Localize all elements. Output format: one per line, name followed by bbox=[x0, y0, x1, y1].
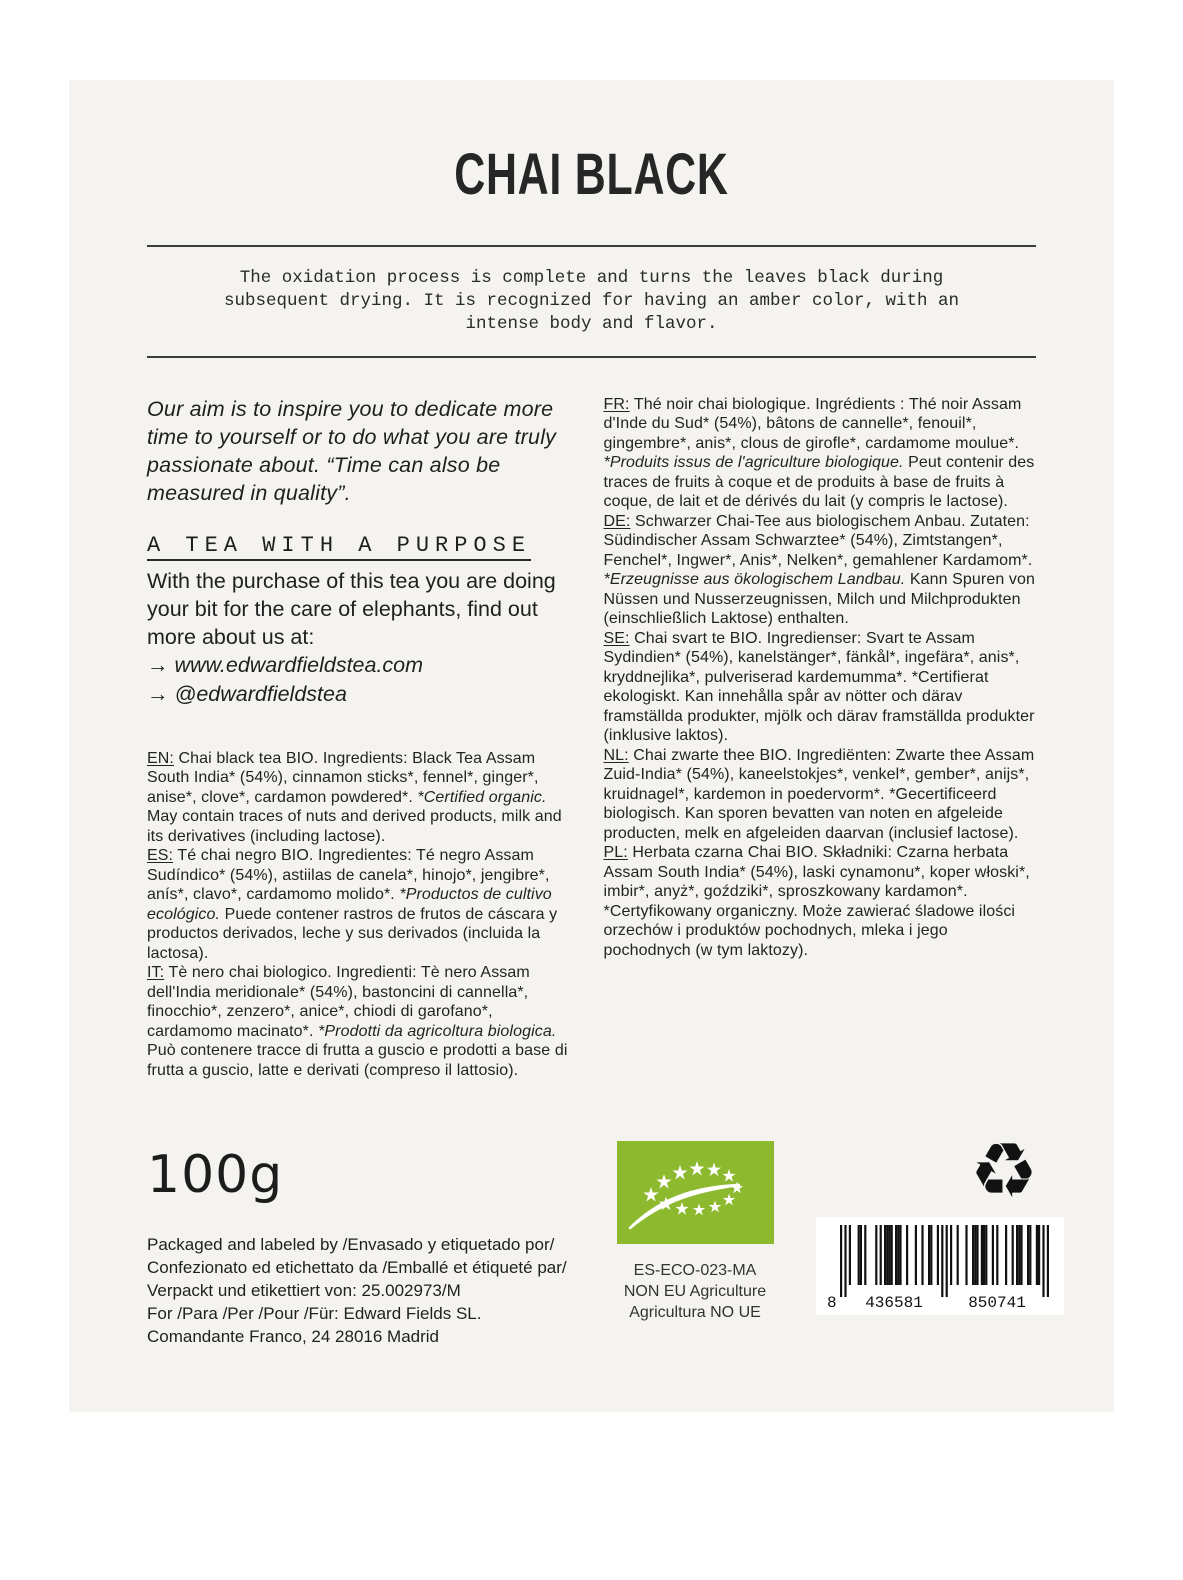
ingredients-right bbox=[604, 395, 1037, 961]
arrow-icon: → bbox=[147, 652, 169, 677]
tea-label-back bbox=[69, 80, 1114, 1412]
packaging-line: Verpackt und etikettiert von: 25.002973/M bbox=[147, 1281, 461, 1301]
product-description: The oxidation process is complete and turns the leaves black during subsequent drying. It is recognized for having an amber color, with an intense body and flavor. bbox=[223, 267, 960, 334]
barcode-digit-first: 8 bbox=[827, 1294, 837, 1312]
ingredient-paragraph-se: SE: Chai svart te BIO. Ingredienser: Svart te Assam Sydindien* (54%), kanelstänger*, fänkål*, ingefära*, anis*, kryddnejlika*, pulveriserad kardemumma*. *Certifierat ekologiskt. Kan innehålla spår av nötter och därav framställda produkter, mjölk och därav framställda produkter (inklusive laktos). bbox=[603, 629, 1035, 745]
barcode-digits-right: 850741 bbox=[968, 1294, 1026, 1312]
packaging-line: Comandante Franco, 24 28016 Madrid bbox=[147, 1327, 440, 1347]
mission-quote: Our aim is to inspire you to dedicate more time to yourself or to do what you are truly passionate about. “Time can also be measured in quality”. bbox=[147, 396, 557, 505]
lang-code-de: DE: bbox=[603, 512, 631, 530]
purpose-heading: A TEA WITH A PURPOSE bbox=[147, 533, 531, 561]
packaging-line: Confezionato ed etichettato da /Emballé et étiqueté par/ bbox=[147, 1258, 567, 1278]
website-link: www.edwardfieldstea.com bbox=[174, 652, 424, 677]
social-line bbox=[147, 680, 580, 709]
packaging-line: For /Para /Per /Pour /Für: Edward Fields SL. bbox=[147, 1304, 482, 1324]
eu-organic-block bbox=[609, 1141, 781, 1323]
lang-code-nl: NL: bbox=[603, 746, 629, 764]
ingredient-paragraph-de: DE: Schwarzer Chai-Tee aus biologischem Anbau. Zutaten: Südindischer Assam Schwarztee* (54%), Zimtstangen*, Fenchel*, Ingwer*, Anis*, Nelken*, gemahlener Kardamom*. *Erzeugnisse aus ökologischem Landbau. Kann Spuren von Nüssen und Nusserzeugnissen, Milch und Milchprodukten (einschließlich Laktose) enthalten. bbox=[603, 512, 1035, 628]
ingredient-paragraph-pl: PL: Herbata czarna Chai BIO. Składniki: Czarna herbata Assam South India* (54%), laski cynamonu*, koper włoski*, imbir*, anyż*, goździki*, sproszkowany kardamon*. *Certyfikowany organiczny. Może zawierać śladowe ilości orzechów i produktów pochodnych, mleka i jego pochodnych (w tym laktozy). bbox=[603, 844, 1030, 959]
ingredient-paragraph-en: EN: Chai black tea BIO. Ingredients: Black Tea Assam South India* (54%), cinnamon sticks*, fennel*, ginger*, anise*, clove*, cardamon powdered*. *Certified organic. May contain traces of nuts and derived products, milk and its derivatives (including lactose). bbox=[147, 749, 562, 845]
barcode-digits-left: 436581 bbox=[865, 1294, 923, 1312]
product-title: CHAI BLACK bbox=[454, 142, 729, 207]
organic-agriculture-es: Agricultura NO UE bbox=[629, 1304, 761, 1322]
ingredient-paragraph-fr: FR: Thé noir chai biologique. Ingrédients : Thé noir Assam d'Inde du Sud* (54%), bâtons de cannelle*, fenouil*, gingembre*, anis*, clous de girofle*, cardamome moulue*. *Produits issus de l'agriculture biologique. Peut contenir des traces de fruits à coque et de produits à base de fruits à coque, de lait et de dérivés du lait (y compris le lactose). bbox=[603, 395, 1035, 511]
organic-captions bbox=[609, 1260, 781, 1323]
lang-code-pl: PL: bbox=[603, 844, 628, 862]
barcode-bars bbox=[840, 1225, 1049, 1297]
eu-organic-leaf-logo bbox=[617, 1141, 774, 1244]
organic-code: ES-ECO-023-MA bbox=[633, 1262, 757, 1280]
ingredient-paragraph-es: ES: Té chai negro BIO. Ingredientes: Té negro Assam Sudíndico* (54%), astiilas de canela*, hinojo*, jengibre*, anís*, clavo*, cardamomo molido*. *Productos de cultivo ecológico. Puede contener rastros de frutos de cáscara y productos derivados, leche y sus derivados (incluida la lactosa). bbox=[147, 847, 558, 962]
content-columns bbox=[147, 395, 1036, 1081]
lang-code-es: ES: bbox=[147, 847, 174, 865]
lang-code-se: SE: bbox=[603, 629, 630, 647]
ingredient-paragraph-it: IT: Tè nero chai biologico. Ingredienti: Tè nero Assam dell'India meridionale* (54%), bastoncini di cannella*, finocchio*, zenzero*, anice*, chiodi di garofano*, cardamomo macinato*. *Prodotti da agricoltura biologica. Può contenere tracce di frutta a guscio e prodotti a base di frutta a guscio, latte e derivati (compreso il lattosio). bbox=[147, 964, 568, 1079]
lang-code-fr: FR: bbox=[603, 395, 630, 413]
packaging-line: Packaged and labeled by /Envasado y etiquetado por/ bbox=[147, 1235, 555, 1255]
ingredient-paragraph-nl: NL: Chai zwarte thee BIO. Ingrediënten: Zwarte thee Assam Zuid-India* (54%), kaneelstokjes*, venkel*, gember*, anijs*, kruidnagel*, kardemon in poedervorm*. *Gecertificeerd biologisch. Kan sporen bevatten van noten en afgeleide producten, melk en afgeleiden daarvan (inclusief lactose). bbox=[603, 746, 1035, 842]
divider-top bbox=[147, 245, 1036, 247]
ingredients-left bbox=[147, 749, 580, 1081]
weight-label: 100g bbox=[147, 1145, 284, 1206]
purpose-text: With the purchase of this tea you are doing your bit for the care of elephants, find out more about us at: bbox=[147, 568, 556, 649]
lang-code-en: EN: bbox=[147, 749, 174, 767]
barcode bbox=[816, 1217, 1064, 1315]
barcode-svg bbox=[824, 1223, 1054, 1311]
social-handle: @edwardfieldstea bbox=[174, 681, 347, 706]
recycle-icon: ♻ bbox=[969, 1126, 1038, 1216]
website-line bbox=[147, 651, 580, 680]
organic-agriculture-en: NON EU Agriculture bbox=[623, 1283, 767, 1301]
lang-code-it: IT: bbox=[147, 964, 165, 982]
right-column bbox=[604, 395, 1037, 1081]
footer-strip bbox=[147, 1126, 1038, 1395]
packaging-info bbox=[147, 1233, 567, 1348]
left-column bbox=[147, 395, 580, 1081]
barcode-block bbox=[816, 1126, 1064, 1315]
divider-bottom bbox=[147, 356, 1036, 358]
arrow-icon: → bbox=[147, 681, 169, 706]
